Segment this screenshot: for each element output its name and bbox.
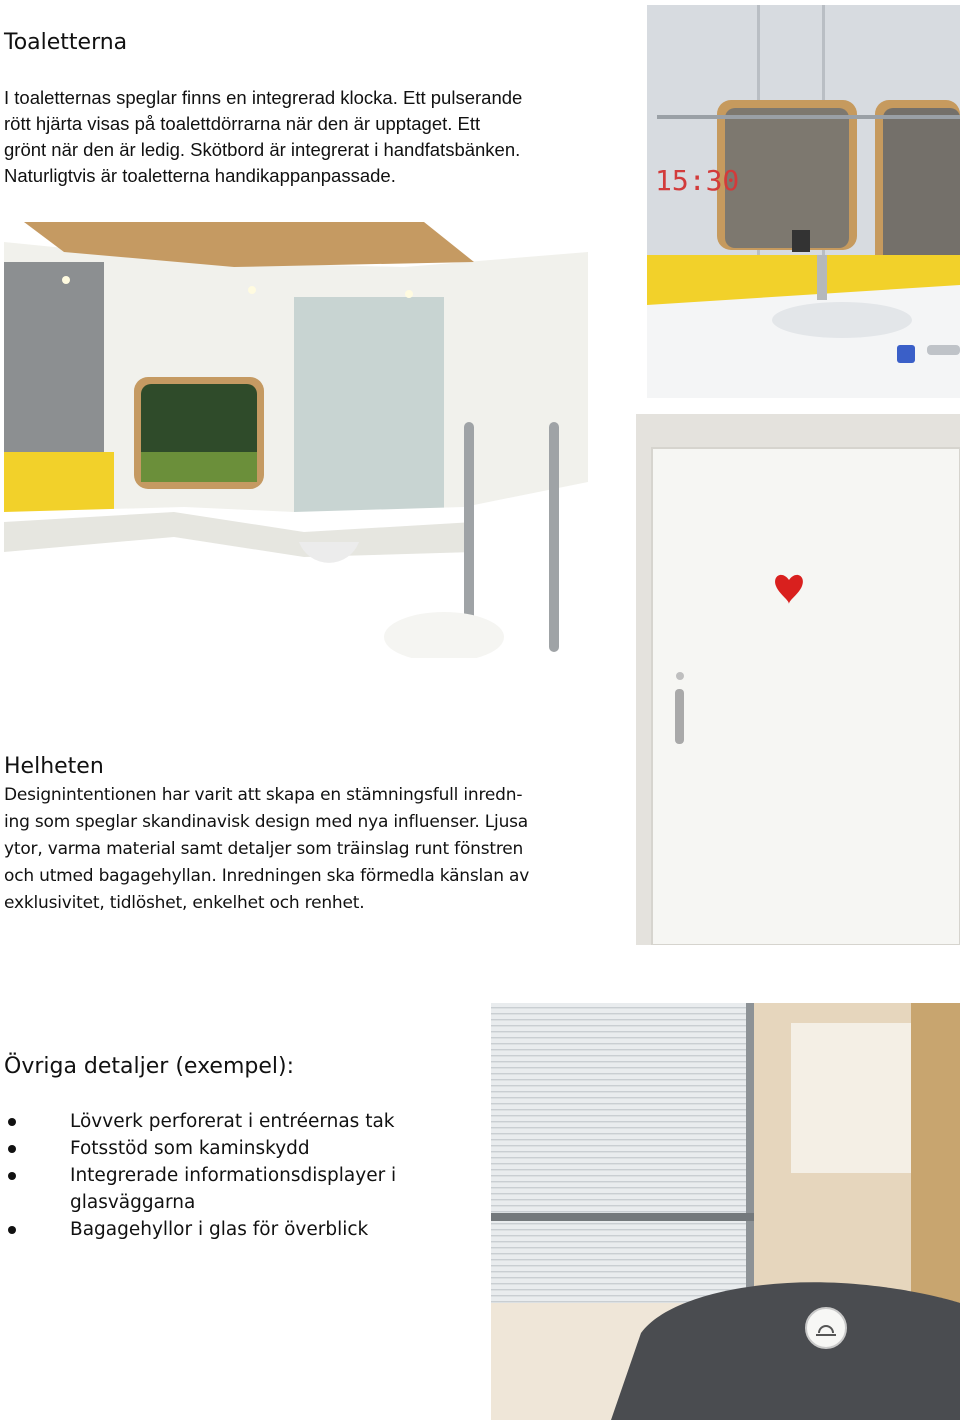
details-heading: Övriga detaljer (exempel): (4, 1054, 294, 1079)
toilets-line: Naturligtvis är toaletterna handikappanpassade. (4, 165, 396, 186)
list-item: Fotsstöd som kaminskydd (4, 1135, 474, 1162)
overall-text (4, 782, 624, 917)
glass-partition-photo (491, 1003, 960, 1420)
bullet-icon (8, 1226, 16, 1234)
list-item: Integrerade informationsdisplayer i glasväggarna (4, 1162, 474, 1216)
bullet-icon (8, 1172, 16, 1180)
mirror-clock: 15:30 (655, 164, 740, 197)
toilet-door-photo (636, 414, 960, 945)
toilets-text (4, 85, 624, 189)
toilet-interior-photo (4, 222, 588, 658)
overall-line: Designintentionen har varit att skapa en stämningsfull inredn- (4, 785, 523, 805)
bullet-icon (8, 1145, 16, 1153)
list-item: Bagagehyllor i glas för överblick (4, 1216, 474, 1243)
overall-line: ing som speglar skandinavisk design med nya influenser. Ljusa (4, 812, 529, 832)
toilets-heading: Toaletterna (4, 30, 128, 55)
overall-line: och utmed bagagehyllan. Inredningen ska förmedla känslan av (4, 866, 530, 886)
overall-line: exklusivitet, tidlöshet, enkelhet och renhet. (4, 893, 365, 913)
toilets-line: rött hjärta visas på toalettdörrarna när den är upptaget. Ett (4, 113, 481, 134)
overall-line: ytor, varma material samt detaljer som träinslag runt fönstren (4, 839, 524, 859)
toilets-line: grönt när den är ledig. Skötbord är integrerat i handfatsbänken. (4, 139, 521, 160)
bullet-icon (8, 1118, 16, 1126)
mirror-sink-photo (647, 5, 960, 398)
overall-heading: Helheten (4, 754, 104, 779)
details-list (4, 1108, 474, 1243)
toilets-line: I toaletternas speglar finns en integrerad klocka. Ett pulserande (4, 87, 523, 108)
list-item: Lövverk perforerat i entréernas tak (4, 1108, 474, 1135)
